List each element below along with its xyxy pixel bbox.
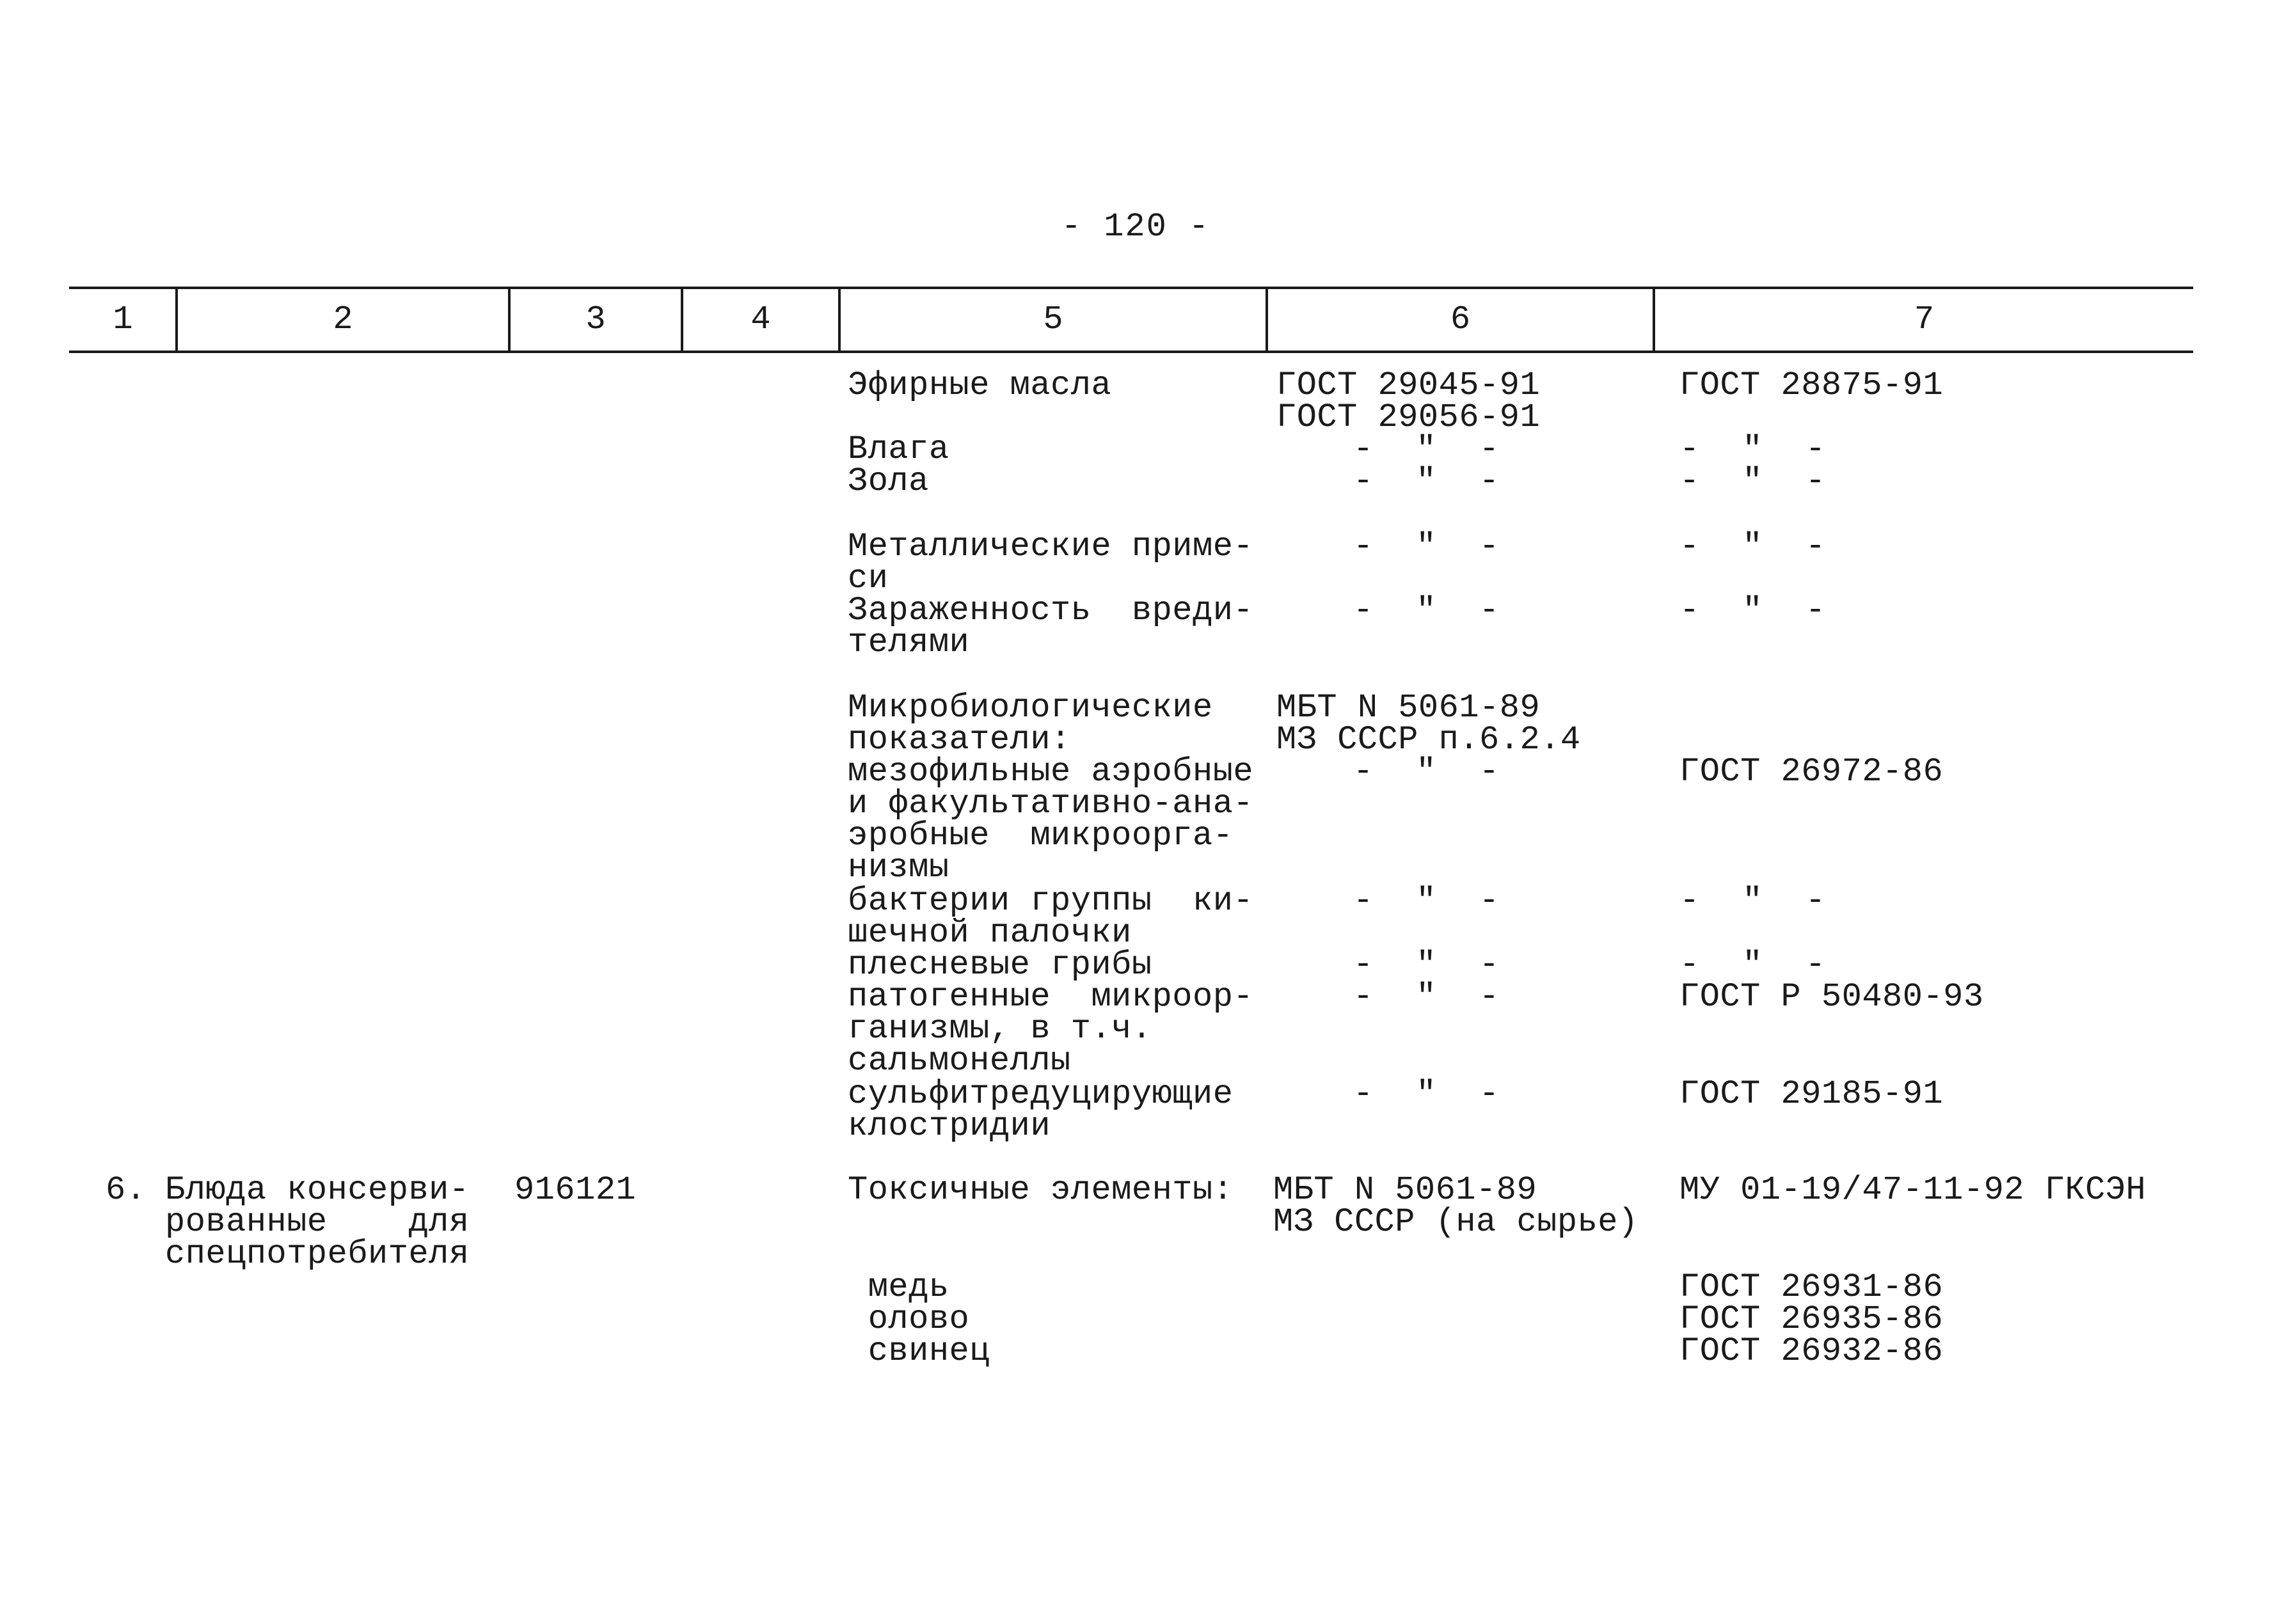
header-col-1: 1 — [113, 301, 133, 338]
row10-method: - " - — [1353, 978, 1511, 1016]
row7-test-method: ГОСТ 26972-86 — [1679, 753, 1944, 791]
row6-indicator: Микробиологические показатели: — [848, 689, 1213, 759]
row14-test-method: ГОСТ 26935-86 — [1679, 1300, 1944, 1338]
row4-test-method: - " - — [1679, 528, 1837, 565]
row13-test-method: ГОСТ 26931-86 — [1679, 1268, 1944, 1306]
row12-product-name: Блюда консерви- рованные для спецпотребителя — [165, 1171, 470, 1273]
row1-method: ГОСТ 29045-91 ГОСТ 29056-91 — [1276, 367, 1541, 436]
row2-indicator: Влага — [848, 430, 949, 468]
row2-test-method: - " - — [1679, 430, 1837, 468]
row11-test-method: ГОСТ 29185-91 — [1679, 1075, 1944, 1113]
header-col-6: 6 — [1450, 301, 1471, 338]
row2-method: - " - — [1353, 430, 1511, 468]
row14-indicator: олово — [848, 1300, 970, 1338]
row1-indicator: Эфирные масла — [848, 367, 1112, 404]
row9-method: - " - — [1353, 946, 1511, 984]
header-col-3: 3 — [585, 301, 606, 338]
row3-indicator: Зола — [848, 462, 929, 500]
row3-method: - " - — [1353, 462, 1511, 500]
row12-indicator: Токсичные элементы: — [848, 1171, 1234, 1209]
header-col-7: 7 — [1914, 301, 1935, 338]
row9-indicator: плесневые грибы — [848, 946, 1152, 984]
row4-indicator: Металлические приме- си — [848, 528, 1254, 597]
row15-test-method: ГОСТ 26932-86 — [1679, 1332, 1944, 1370]
row1-test-method: ГОСТ 28875-91 — [1679, 367, 1944, 404]
row7-indicator: мезофильные аэробные и факультативно-ана- эробные микроорга- низмы — [848, 753, 1254, 887]
row15-indicator: свинец — [848, 1332, 990, 1370]
row8-test-method: - " - — [1679, 882, 1837, 920]
page-number: - 120 - — [1061, 208, 1210, 246]
row3-test-method: - " - — [1679, 462, 1837, 500]
header-col-2: 2 — [333, 301, 353, 338]
row5-test-method: - " - — [1679, 592, 1837, 629]
row12-product-code: 916121 — [514, 1171, 637, 1209]
row7-method: - " - — [1353, 753, 1511, 791]
row11-method: - " - — [1353, 1075, 1511, 1113]
table-top-rule — [69, 287, 2193, 289]
row12-method: МБТ N 5061-89 МЗ СССР (на сырье) — [1273, 1171, 1639, 1241]
row5-indicator: Зараженность вреди- телями — [848, 592, 1254, 661]
header-col-5: 5 — [1043, 301, 1063, 338]
header-col-4: 4 — [750, 301, 771, 338]
row8-method: - " - — [1353, 882, 1511, 920]
row10-indicator: патогенные микроор- ганизмы, в т.ч. сальмонеллы — [848, 978, 1254, 1080]
row10-test-method: ГОСТ Р 50480-93 — [1679, 978, 1984, 1016]
row12-test-method: МУ 01-19/47-11-92 ГКСЭН — [1679, 1171, 2147, 1209]
row13-indicator: медь — [848, 1268, 949, 1306]
row5-method: - " - — [1353, 592, 1511, 629]
row12-number: 6. — [106, 1171, 147, 1209]
row6-method: МБТ N 5061-89 МЗ СССР п.6.2.4 — [1276, 689, 1581, 759]
table-header-bottom-rule — [69, 351, 2193, 353]
row11-indicator: сульфитредуцирующие клостридии — [848, 1075, 1234, 1145]
row8-indicator: бактерии группы ки- шечной палочки — [848, 882, 1254, 952]
row4-method: - " - — [1353, 528, 1511, 565]
row9-test-method: - " - — [1679, 946, 1837, 984]
